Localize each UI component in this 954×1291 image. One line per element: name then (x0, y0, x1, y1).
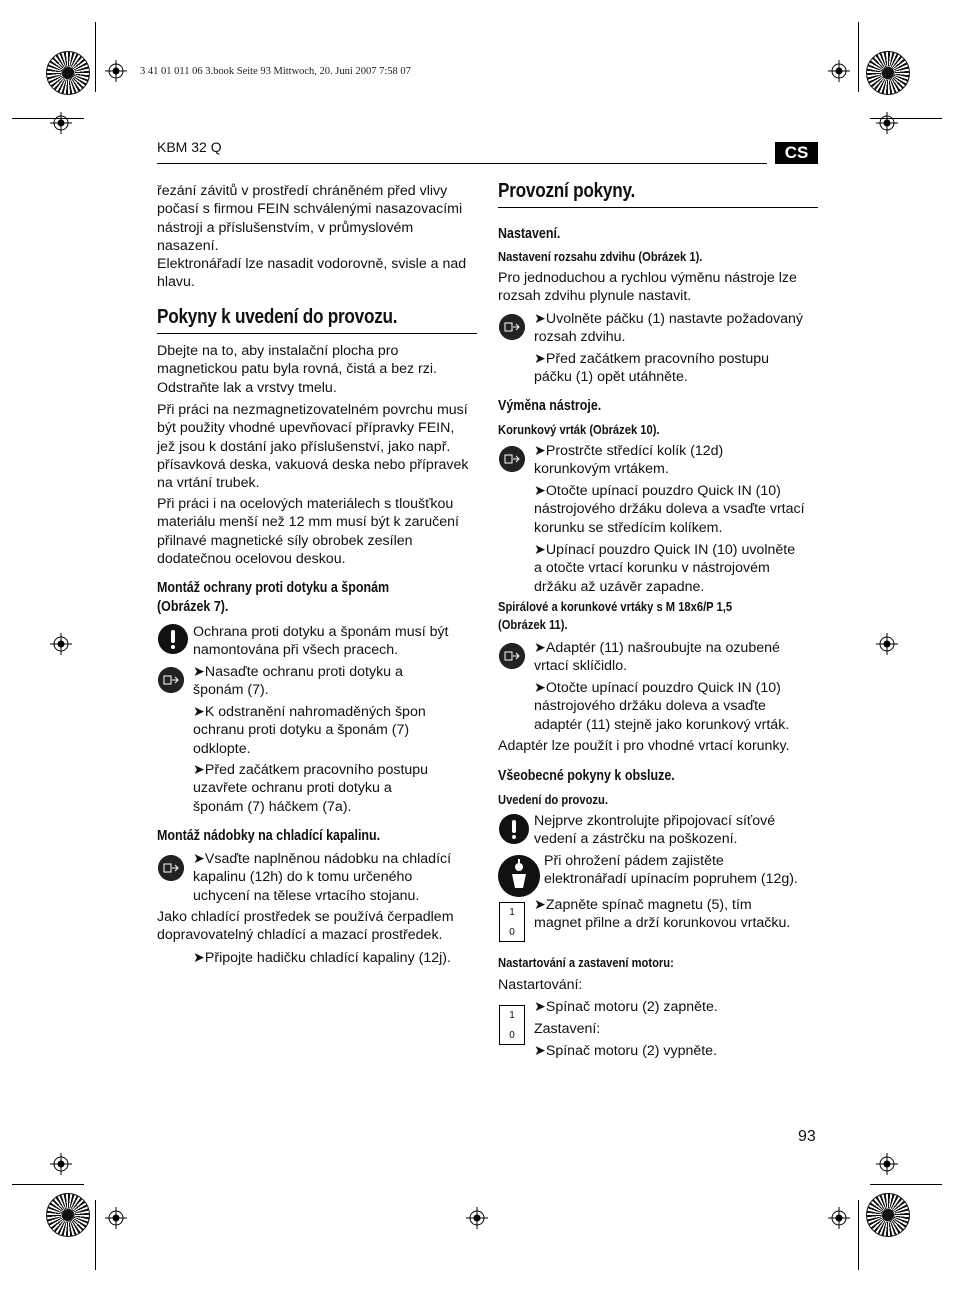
color-rosette-icon (46, 1193, 90, 1237)
subheading-general-operation: Všeobecné pokyny k obsluze. (498, 768, 675, 784)
switch-off-label: 0 (509, 1030, 515, 1041)
step: ➤Před začátkem pracovního postupu uzavřete ochranu proti dotyku a šponám (7) háčkem (7a). (193, 762, 429, 815)
warning-icon (158, 624, 188, 654)
subheading-guard-mounting: Montáž ochrany proti dotyku a šponám (Obrázek 7). (157, 580, 390, 615)
paragraph: Pro jednoduchou a rychlou výměnu nástroje lze rozsah zdvihu plynule nastavit. (498, 270, 797, 305)
step: ➤Prostrčte středící kolík (12d) korunkovým vrtákem. (534, 443, 724, 478)
registration-mark-icon (50, 633, 72, 655)
registration-mark-icon (828, 1207, 850, 1229)
instruction-icon (499, 314, 525, 340)
step: ➤Spínač motoru (2) vypněte. (534, 1043, 718, 1059)
label-stop: Zastavení: (534, 1021, 601, 1037)
step: ➤Otočte upínací pouzdro Quick IN (10) nástrojového držáku doleva a vsaďte vrtací korunku se středícím kolíkem. (534, 483, 805, 536)
registration-mark-icon (105, 60, 127, 82)
paragraph: Jako chladící prostředek se používá čerpadlem dopravovatelný chladící a mazací prostředek. (157, 909, 454, 944)
crop-mark (858, 22, 859, 92)
fall-hazard-icon (498, 855, 540, 897)
motor-switch-icon (499, 1005, 525, 1045)
color-rosette-icon (866, 51, 910, 95)
step: ➤K odstranění nahromaděných špon ochranu proti dotyku a šponám (7) odklopte. (193, 704, 426, 757)
crop-mark (858, 1200, 859, 1270)
fall-hazard-text: Při ohrožení pádem zajistěte elektronářadí upínacím popruhem (12g). (544, 853, 798, 888)
switch-on-label: 1 (509, 907, 515, 918)
step: ➤Vsaďte naplněnou nádobku na chladící kapalinu (12h) do k tomu určeného uchycení na tělese vrtacího stojanu. (193, 851, 452, 904)
crop-mark (12, 118, 84, 119)
switch-off-label: 0 (509, 927, 515, 938)
warning-icon (499, 814, 529, 844)
step: ➤Uvolněte páčku (1) nastavte požadovaný rozsah zdvihu. (534, 311, 803, 346)
section-heading-operation: Provozní pokyny. (498, 180, 636, 202)
paragraph: Při práci na nezmagnetizovatelném povrchu musí být použity vhodné upevňovací přípravky FEIN, jež jsou k dostání jako příslušenství, jako např. přísavková deska, vakuová deska nebo přípravek na vrtání trubek. (157, 402, 469, 492)
paragraph: Dbejte na to, aby instalační plocha pro magnetickou patu byla rovná, čistá a bez rzi. Odstraňte lak a vrstvy tmelu. (157, 343, 437, 396)
subheading-start-up: Uvedení do provozu. (498, 792, 608, 807)
crop-mark (95, 1200, 96, 1270)
color-rosette-icon (866, 1193, 910, 1237)
step: ➤Adaptér (11) našroubujte na ozubené vrtací sklíčidlo. (534, 640, 780, 675)
subheading-settings: Nastavení. (498, 226, 561, 242)
registration-mark-icon (105, 1207, 127, 1229)
section-rule (157, 333, 477, 334)
registration-mark-icon (876, 1153, 898, 1175)
step: ➤Otočte upínací pouzdro Quick IN (10) nástrojového držáku doleva a vsaďte adaptér (11) stejně jako korunkový vrták. (534, 680, 790, 733)
registration-mark-icon (828, 60, 850, 82)
step: ➤Před začátkem pracovního postupu páčku (1) opět utáhněte. (534, 351, 770, 386)
subheading-motor-start-stop: Nastartování a zastavení motoru: (498, 955, 674, 970)
registration-mark-icon (50, 112, 72, 134)
step: ➤Zapněte spínač magnetu (5), tím magnet přilne a drží korunkovou vrtačku. (534, 897, 791, 932)
section-rule (498, 207, 818, 208)
step: ➤Připojte hadičku chladící kapaliny (12j). (193, 950, 451, 966)
crop-mark (870, 1184, 942, 1185)
paragraph: Adaptér lze použít i pro vhodné vrtací korunky. (498, 738, 790, 754)
step: ➤Nasaďte ochranu proti dotyku a šponám (7). (193, 664, 403, 699)
registration-mark-icon (466, 1207, 488, 1229)
subheading-coolant: Montáž nádobky na chladící kapalinu. (157, 828, 381, 844)
warning-text: Nejprve zkontrolujte připojovací síťové vedení a zástrčku na poškození. (534, 813, 776, 848)
crop-mark (95, 22, 96, 92)
color-rosette-icon (46, 51, 90, 95)
book-info: 3 41 01 011 06 3.book Seite 93 Mittwoch, 20. Juni 2007 7:58 07 (140, 66, 411, 77)
header-rule (157, 163, 767, 164)
registration-mark-icon (876, 633, 898, 655)
instruction-icon (499, 446, 525, 472)
registration-mark-icon (876, 112, 898, 134)
label-start: Nastartování: (498, 977, 583, 993)
magnet-switch-icon (499, 902, 525, 942)
warning-text: Ochrana proti dotyku a šponám musí být namontována při všech pracech. (193, 624, 449, 659)
instruction-icon (158, 855, 184, 881)
step: ➤Spínač motoru (2) zapněte. (534, 999, 718, 1015)
language-badge: CS (775, 142, 818, 164)
step: ➤Upínací pouzdro Quick IN (10) uvolněte a otočte vrtací korunku v nástrojovém držáku až uzávěr zapadne. (534, 542, 796, 595)
crop-mark (12, 1184, 84, 1185)
intro-text: řezání závitů v prostředí chráněném před vlivy počasí s firmou FEIN schválenými nasazovacími nástroji a příslušenstvím, v průmyslovém nasazení. Elektronářadí lze nasadit vodorovně, svisle a nad hlavu. (157, 183, 467, 291)
section-heading-commissioning: Pokyny k uvedení do provozu. (157, 306, 398, 328)
instruction-icon (499, 643, 525, 669)
instruction-icon (158, 667, 184, 693)
switch-on-label: 1 (509, 1010, 515, 1021)
model-name: KBM 32 Q (157, 139, 222, 155)
paragraph: Při práci i na ocelových materiálech s tloušťkou materiálu menší než 12 mm musí být k zaručení přilnavé magnetické síly obrobek zesílen dodatečnou ocelovou deskou. (157, 496, 459, 567)
subheading-core-drill: Korunkový vrták (Obrázek 10). (498, 422, 660, 437)
subheading-twist-drills: Spirálové a korunkové vrtáky s M 18x6/P 1,5 (Obrázek 11). (498, 599, 733, 632)
registration-mark-icon (50, 1153, 72, 1175)
subheading-tool-change: Výměna nástroje. (498, 398, 602, 414)
subheading-stroke: Nastavení rozsahu zdvihu (Obrázek 1). (498, 249, 703, 264)
page-number: 93 (798, 1128, 816, 1145)
